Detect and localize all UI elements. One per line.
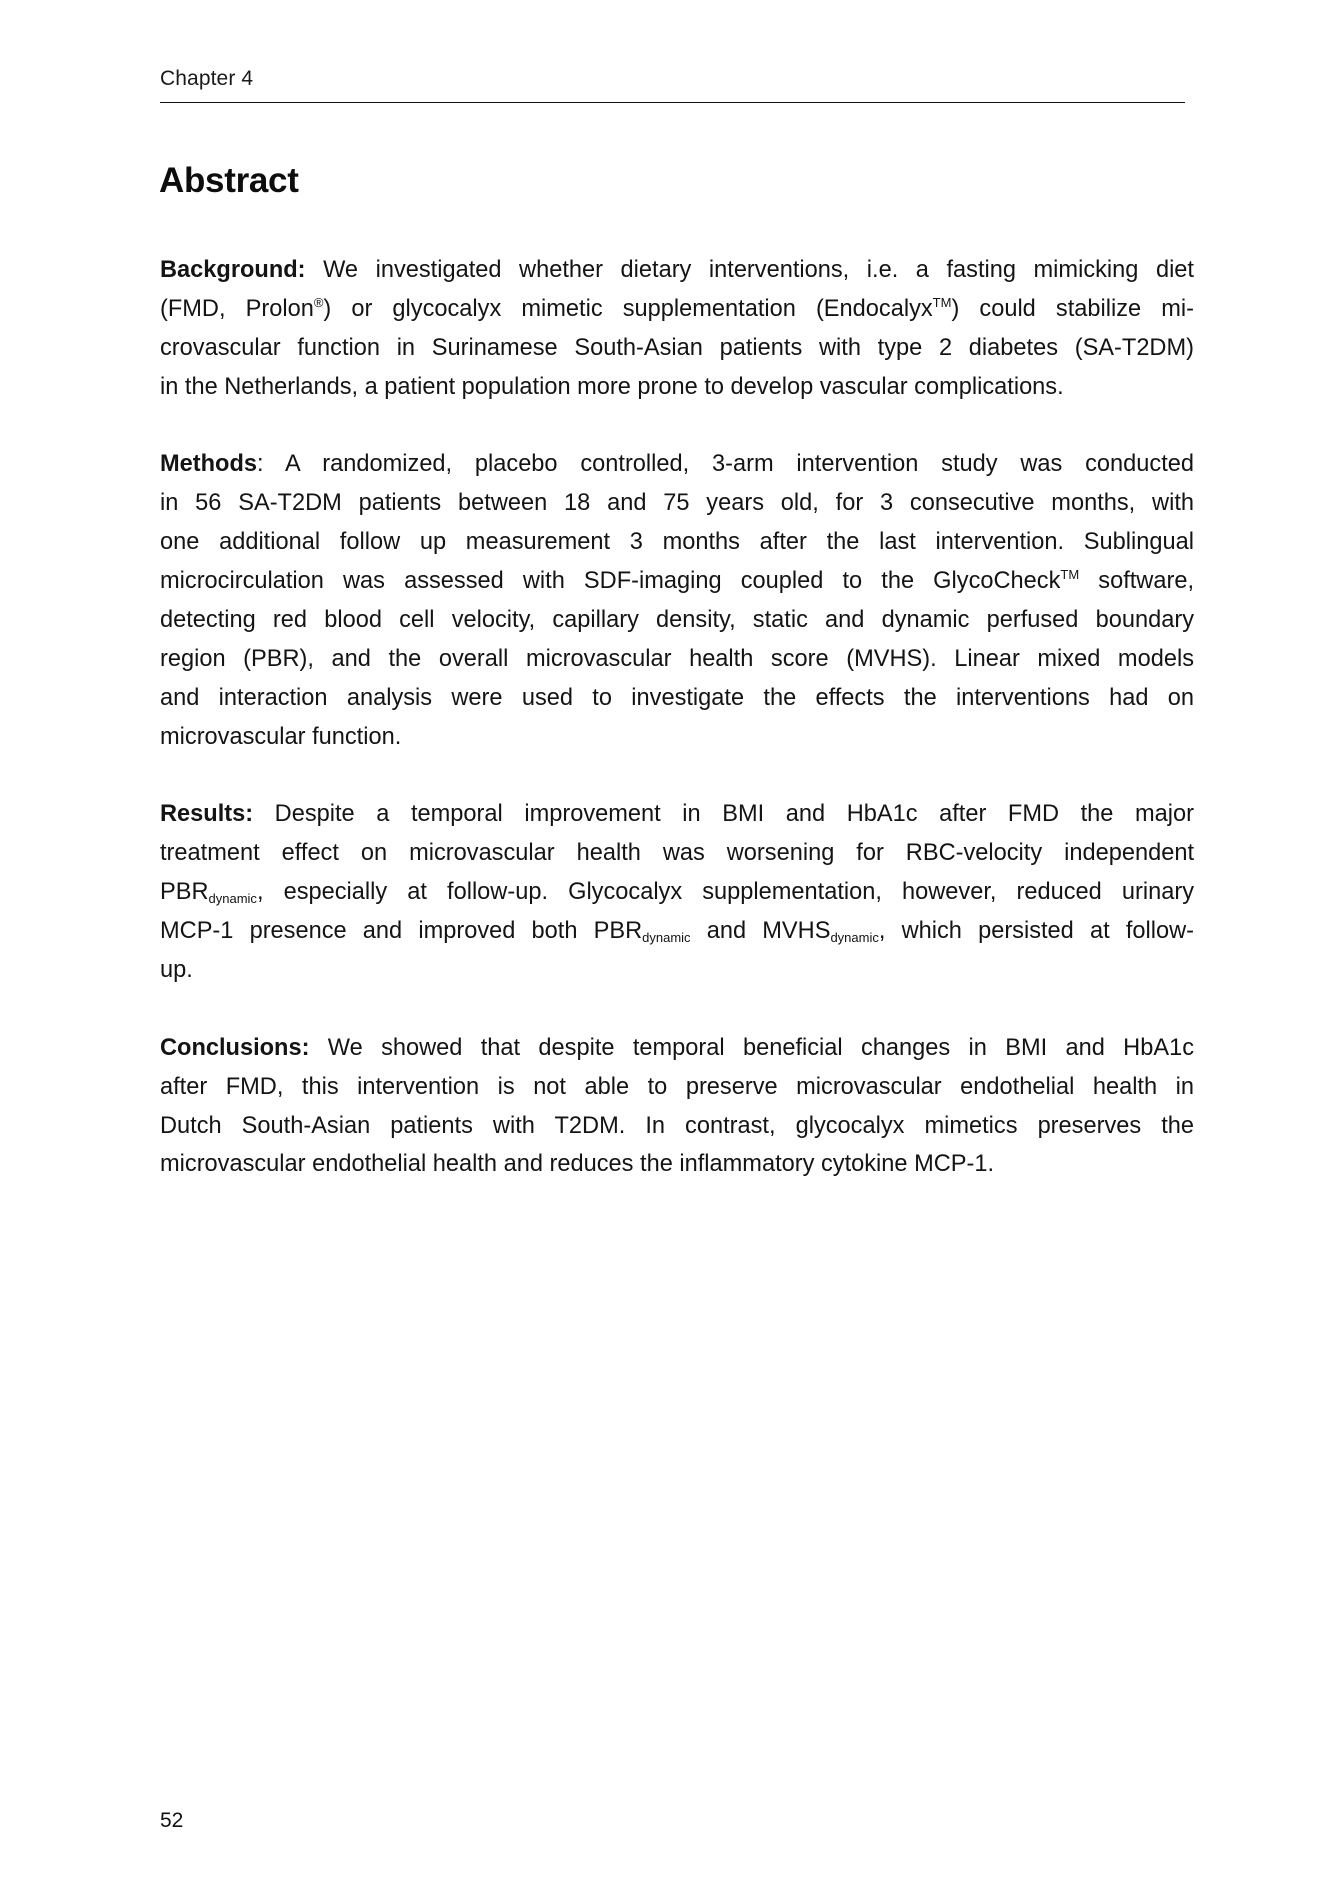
text-segment: and interaction analysis were used to investigate the effects the interventions had on xyxy=(160,684,1194,711)
background-label: Background: xyxy=(160,257,306,283)
text-segment: , especially at follow-up. Glycocalyx supplementation, however, reduced urinary xyxy=(256,879,1194,906)
text-line xyxy=(160,795,1194,834)
subscript-dynamic: dynamic xyxy=(830,930,879,946)
header-divider xyxy=(160,102,1185,103)
text-line xyxy=(160,523,1194,562)
text-segment: We investigated whether dietary interventions, i.e. a fasting mimicking diet xyxy=(305,257,1194,283)
text-segment: region (PBR), and the overall microvascular health score (MVHS). Linear mixed models xyxy=(160,645,1194,672)
text-segment: in the Netherlands, a patient population more prone to develop vascular complications. xyxy=(160,373,1064,400)
text-line xyxy=(160,1145,1194,1184)
text-segment: crovascular function in Surinamese South-Asian patients with type 2 diabetes (SA-T2DM) xyxy=(160,334,1194,361)
text-line xyxy=(160,329,1194,368)
text-line xyxy=(160,718,1194,757)
background-paragraph xyxy=(160,251,1194,407)
text-line xyxy=(160,873,1194,912)
results-paragraph xyxy=(160,795,1194,989)
running-header: Chapter 4 xyxy=(160,67,254,90)
text-segment: after FMD, this intervention is not able to preserve microvascular endothelial health in xyxy=(160,1073,1194,1100)
text-line xyxy=(160,484,1194,523)
text-segment: in 56 SA-T2DM patients between 18 and 75 years old, for 3 consecutive months, with xyxy=(160,490,1194,517)
methods-label: Methods xyxy=(160,451,257,478)
text-line xyxy=(160,445,1194,484)
text-segment: microvascular endothelial health and reduces the inflammatory cytokine MCP-1. xyxy=(160,1151,995,1178)
text-segment: microvascular function. xyxy=(160,723,402,750)
page-title: Abstract xyxy=(159,161,299,200)
text-segment: PBR xyxy=(160,879,209,906)
text-segment: ) could stabilize mi- xyxy=(951,295,1194,322)
abstract-body xyxy=(160,251,1194,1223)
text-line xyxy=(160,1029,1194,1068)
registered-mark: ® xyxy=(313,294,324,310)
trademark-mark: TM xyxy=(1060,567,1080,583)
text-segment: one additional follow up measurement 3 months after the last intervention. Sublingual xyxy=(160,529,1194,556)
text-segment: software, xyxy=(1079,568,1194,595)
text-line xyxy=(160,1068,1194,1107)
text-segment: detecting red blood cell velocity, capillary density, static and dynamic perfused boundary xyxy=(160,607,1194,634)
text-line xyxy=(160,601,1194,640)
text-segment: up. xyxy=(160,957,193,984)
text-segment: , which persisted at follow- xyxy=(878,918,1194,945)
text-segment: : A randomized, placebo controlled, 3-arm intervention study was conducted xyxy=(257,451,1194,478)
text-segment: ) or glycocalyx mimetic supplementation (Endocalyx xyxy=(323,295,933,322)
conclusions-label: Conclusions: xyxy=(160,1034,310,1061)
subscript-dynamic: dynamic xyxy=(208,891,257,907)
text-line xyxy=(160,951,1194,990)
text-line xyxy=(160,834,1194,873)
text-segment: treatment effect on microvascular health was worsening for RBC-velocity independent xyxy=(160,840,1194,867)
text-segment: We showed that despite temporal beneficial changes in BMI and HbA1c xyxy=(309,1034,1194,1061)
methods-paragraph xyxy=(160,445,1194,756)
text-line xyxy=(160,640,1194,679)
results-label: Results: xyxy=(160,801,254,828)
text-line xyxy=(160,562,1194,601)
text-segment: and MVHS xyxy=(690,918,831,945)
text-line xyxy=(160,1107,1194,1146)
text-segment: MCP-1 presence and improved both PBR xyxy=(160,918,643,945)
page-number: 52 xyxy=(160,1809,184,1832)
text-line xyxy=(160,251,1194,290)
subscript-dynamic: dynamic xyxy=(642,930,691,946)
text-segment: (FMD, Prolon xyxy=(160,295,314,322)
text-line xyxy=(160,912,1194,951)
text-line xyxy=(160,290,1194,329)
text-line xyxy=(160,368,1194,407)
text-segment: Dutch South-Asian patients with T2DM. In contrast, glycocalyx mimetics preserves the xyxy=(160,1112,1194,1139)
text-line xyxy=(160,679,1194,718)
conclusions-paragraph xyxy=(160,1029,1194,1185)
text-segment: Despite a temporal improvement in BMI and HbA1c after FMD the major xyxy=(253,801,1194,828)
text-segment: microcirculation was assessed with SDF-imaging coupled to the GlycoCheck xyxy=(160,568,1061,595)
trademark-mark: TM xyxy=(932,294,952,310)
